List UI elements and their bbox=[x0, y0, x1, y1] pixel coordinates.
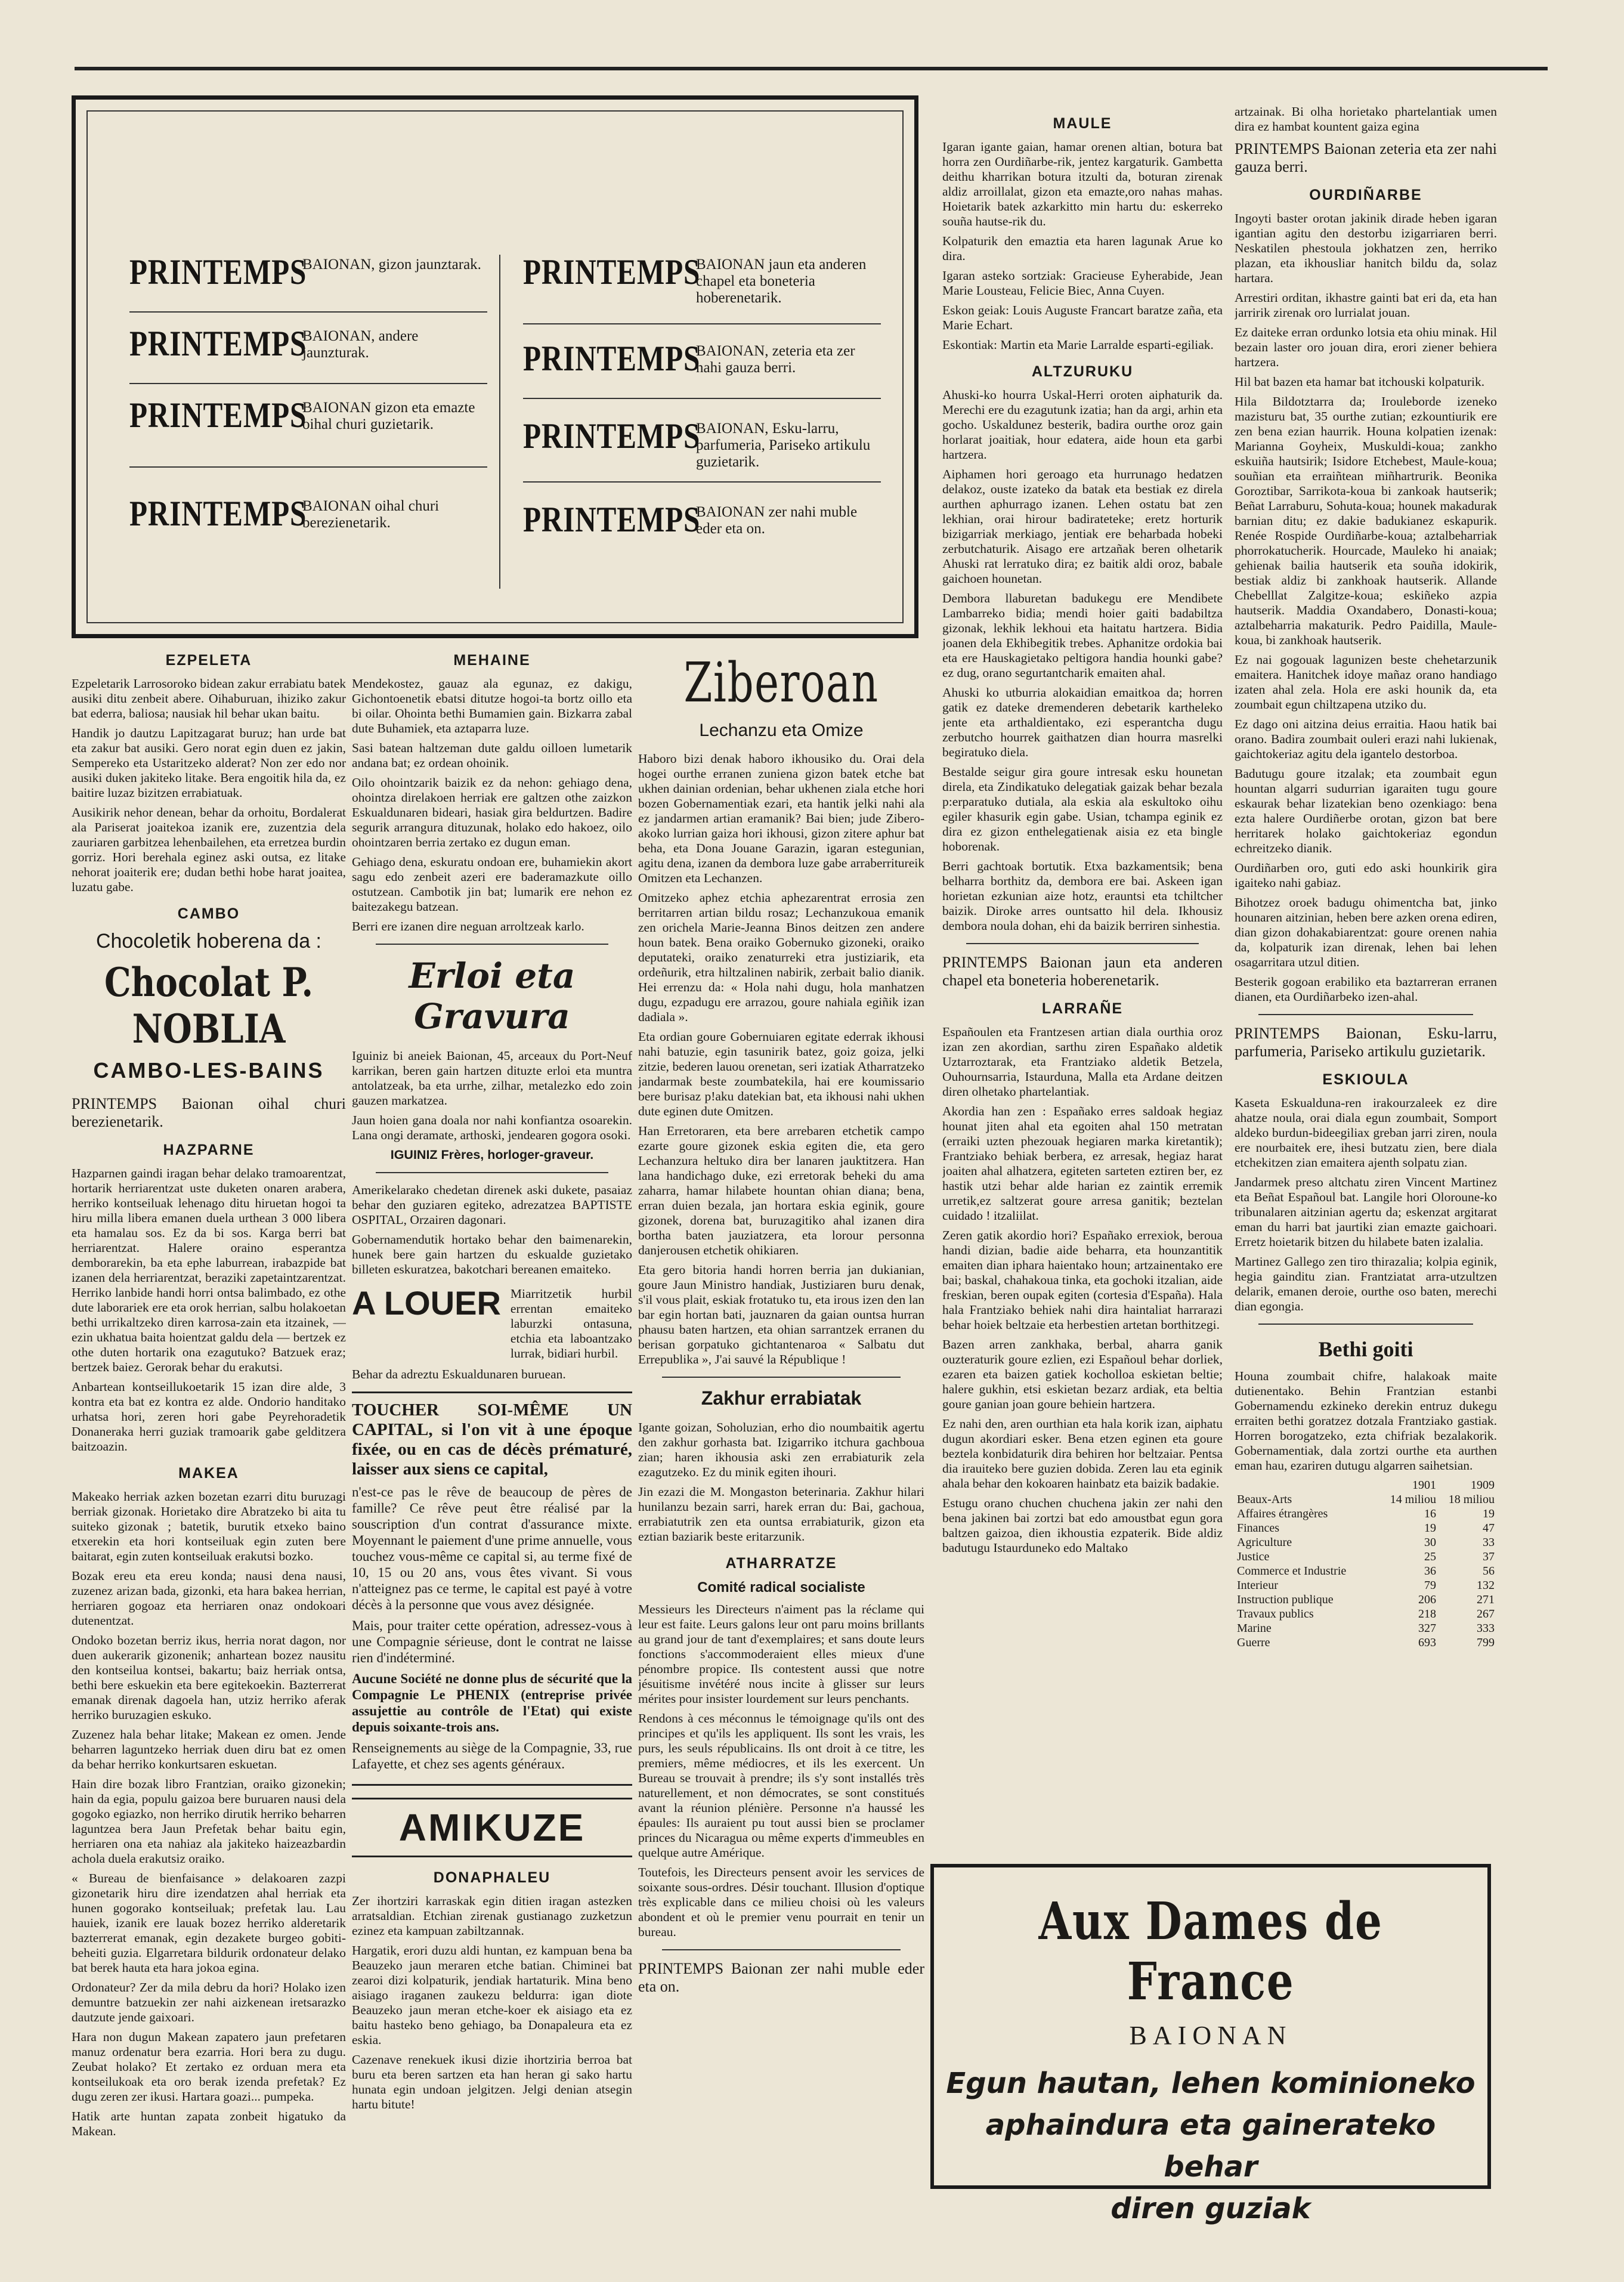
article-paragraph: Hil bat bazen eta hamar bat itchouski kolpaturik. bbox=[1235, 375, 1485, 389]
dames-line-2: aphaindura eta gainerateko behar bbox=[985, 2108, 1436, 2184]
article-paragraph: Besterik gogoan erabiliko eta baztarreran erranen dianen, eta Ourdiñarbeko izen-ahal. bbox=[1235, 975, 1497, 1004]
article-paragraph: Gehiago dena, eskuratu ondoan ere, buhamiekin akort sagu edo zenbeit azeri ere baderamazkute oillo ostutzean. Cambotik jin bat; lumarik ere nehon ez baitezakegu batzean. bbox=[352, 855, 632, 914]
phenix-lead: TOUCHER SOI-MÊME UN CAPITAL, si l'on vit à une époque fixée, ou en cas de décès prématuré, laisser aux siens ce capital, bbox=[352, 1400, 632, 1479]
article-paragraph: Ez daiteke erran ordunko lotsia eta ohiu minak. Hil bezain laster oro jouan dira, erori ziener behiera hartzera. bbox=[1235, 325, 1497, 369]
budget-value: 333 bbox=[1477, 1622, 1495, 1635]
article-paragraph: Aiphamen hori geroago eta hurrunago hedatzen delakoz, ouste izateko da batak eta bestiak ez direla aurthen aphurrago izanen. Lehen ostatu bat zen lekhian, orai hirour badirateteke; eretz horturik bizigarriak merkiago, jentiak ere beharbada hobeki zerbutchaturik. Aisago ere artzañak beren olhetarik Ahuski rat lerratuko dira; ez baitik aldi oroz, babale gaichoen hounetan. bbox=[942, 467, 1223, 586]
budget-value: 25 bbox=[1424, 1550, 1436, 1563]
article-paragraph: « Bureau de bienfaisance » delakoaren zazpi gizonetarik hiru dire izendatzen ahal herriak eta hunen gogorako kontseiluak; prefetak lau. Lau hauiek, izanik ere lauak bozez herriko alderetarik bazterrerat emanak, egin dezakete burgeo gobiti-beheiti guzia. Elgarretara bildurik ordonateur delako bat berek hauta eta hara jokoa egina. bbox=[72, 1871, 346, 1975]
budget-value: 14 miliou bbox=[1390, 1493, 1436, 1506]
printemps-brand: PRINTEMPS bbox=[129, 324, 307, 363]
maule-heading: MAULE bbox=[1053, 115, 1112, 132]
budget-row bbox=[1235, 1507, 1497, 1521]
makea-heading: MAKEA bbox=[178, 1465, 239, 1482]
printemps-desc: BAIONAN, gizon jaunztarak. bbox=[302, 256, 481, 273]
article-paragraph: Bazen arren zankhaka, berbal, aharra ganik ouzteraturik goure ezlien, ezi Españoul behar dorliek, ezaren eta baizen gatiek kocholloa eskietan beltie; halere gukhin, etsi eskietan bezarz ardiak, eta beltia goure ganian joan goure behiein hartzera. bbox=[942, 1337, 1223, 1411]
article-paragraph: Dembora llaburetan badukegu ere Mendibete Lambarreko bidia; mendi hoier gaiti badabiltza gizonak, lekhik lekhoui eta haitatu hartzera. Bidia joanen dela Ekhibegitik trebes. Aphanitze ordokia bai eta ere Hauskagietako peltigora handia hounki gabe? ez dug, orano segurtantcharik emaiten ahal. bbox=[942, 591, 1223, 680]
article-paragraph: Ondoko bozetan berriz ikus, herria norat dagon, nor duen aukerarik gizonenik; anhartean bozez nausitu den kontseilua kontsei, bakartu; baiz herriak ontsa, bethi bere eskuekin eta bere egitekoekin. Bazterrerat emanak direnak dagoela han, utziz herriko aferak herriko buruzagien eskuko. bbox=[72, 1633, 346, 1722]
article-paragraph: Mendekostez, gauaz ala egunaz, ez dakigu, Gichontoenetik ebatsi ditutze hogoi-ta bortz oillo eta bi oilar. Ohointa bethi Bumamien gain. Bizkarra zabal dute Buhamiek, eta aztaparra luze. bbox=[352, 676, 632, 735]
dames-city: BAIONAN bbox=[1129, 2021, 1292, 2050]
dames-line-1: Egun hautan, lehen kominioneko bbox=[946, 2067, 1475, 2100]
article-paragraph: Ingoyti baster orotan jakinik dirade heben igaran igantian agitu den destorbu izigarriaren berri. Neskatilen phestoula jokhatzen zen, herriko plazan, eta ikhousliar hanitch bildu da, solaz hartara. bbox=[1235, 211, 1497, 285]
printemps-ad-text: PRINTEMPS Baionan jaun eta anderen chapel eta boneteria hoberenetarik. bbox=[942, 954, 1223, 989]
year-1909: 1909 bbox=[1471, 1479, 1495, 1492]
budget-value: 693 bbox=[1418, 1636, 1436, 1649]
separator-rule bbox=[662, 1377, 901, 1378]
column-3 bbox=[638, 641, 924, 2252]
article-paragraph: Gobernamendutik hortako behar den baimenarekin, hunek bere gain hartzen du eskualde guzietako billeten eskuratzea, bakotchari bereanen emaiteko. bbox=[352, 1232, 632, 1276]
printemps-desc: BAIONAN oihal churi berezienetarik. bbox=[302, 498, 440, 531]
printemps-ad-right-1 bbox=[523, 246, 881, 324]
separator-rule bbox=[1258, 1324, 1473, 1325]
article-paragraph: Eta ordian goure Gobernuiaren egitate ederrak ikhousi nahi batuzie, egin tasunirik batez, goiz goiza, jelki zitzie, bederen lauou orenetan, seri izatiak Atharratzeko jandarmak beste zoumbatekila, hai ere koumissario bere burisaz p!aku datekian bat, eta ikhousi nahi ukhen dute eginen dute Omitzen. bbox=[638, 1029, 924, 1118]
printemps-brand: PRINTEMPS bbox=[129, 252, 307, 292]
article-paragraph: artzainak. Bi olha horietako phartelantiak umen dira ez hambat kountent gaiza egina bbox=[1235, 104, 1497, 134]
budget-label: Justice bbox=[1237, 1550, 1270, 1563]
budget-value: 19 bbox=[1424, 1522, 1436, 1535]
separator-rule bbox=[662, 1949, 901, 1950]
budget-row bbox=[1235, 1521, 1497, 1535]
printemps-ad-text: PRINTEMPS Baionan zeteria eta zer nahi gauza berri. bbox=[1235, 140, 1497, 175]
article-paragraph: Oilo ohointzarik baizik ez da nehon: gehiago dena, ohointza direlakoen herriak ere galtzen othe zaizkon Eskualdunaren bideari, hasiak gira beldurtzen. Badire segurik arrangura dituzunak, holako edo hakoez, oilo ohointzaren berria zertako ez dugun eman. bbox=[352, 775, 632, 849]
budget-value: 36 bbox=[1424, 1564, 1436, 1578]
budget-label: Finances bbox=[1237, 1522, 1280, 1535]
budget-value: 79 bbox=[1424, 1579, 1436, 1592]
phenix-paragraph: Mais, pour traiter cette opération, adressez-vous à une Compagnie sérieuse, dont le contrat ne laisse rien d'indéterminé. bbox=[352, 1618, 632, 1665]
printemps-ad-right-4 bbox=[523, 493, 881, 559]
ezpeleta-heading: EZPELETA bbox=[165, 652, 252, 669]
article-paragraph: Omitzeko aphez etchia aphezarentrat errosia zen berritarren artian bildu rosaz; Lechanzukoua emanik zen orichela Marie-Jeanna Binos deitzen zen andere houn batek. Bena oraiko Gobernuko gizoneki, oraiko deputateki, oraiko zenaturreki etra justiziarik, eta ordeñurik, etra hiltzalinen nabirik, zerbait balio dianik. Hei errenzu da: « Hola nahi dugu, hola manhatzen dugu, ezpadugu ere arrazou, goure nahiala egiñik izan dadiala ». bbox=[638, 890, 924, 1024]
article-paragraph: Cazenave renekuek ikusi dizie ihortziria berroa bat buru eta beren sartzen eta han heran gi sako hartu hunata egin undoan jelgitzen. Jelgi denian atsegin hartu bitute! bbox=[352, 2052, 632, 2111]
article-paragraph: Hila Bildotztarra da; Irouleborde izeneko mazisturu bat, 35 ourthe zutian; ezkountiurik ere zen bena ezian haurrik. Houna kolpatien izenak: Marianna Goyheix, Muskuldi-koua; zankho eskuiña hautsirik; Isidore Etchebest, Maule-koua; souñian eta erraiñtean miñhartrurik. Beonika Goroztibar, Sarrikota-koua bi zankoak hautserik; Beñat Larraburu, Sohuta-koua; hounek makadurak barnian ditu; ez dakie badukianez eskapurik. Renée Rospide Ourdiñarbe-koua; aztalbeharriak phorrokatucherik. Hourcade, Mauleko hi anaiak; gehienak bailia hautserik eta souña idokirik, bestiak aldiz bi zankhoak hautserik. Allande Chebelllat Zalgitze-koua; eskiñeko azpia hautserik. Maddia Oxandabero, Donasti-koua; aztalbeharria makaturik. Pedro Paidilla, Maule-koua, bi zankhoak hautserik. bbox=[1235, 394, 1497, 647]
budget-table-header bbox=[1235, 1478, 1497, 1492]
budget-table-body bbox=[1235, 1492, 1497, 1650]
printemps-brand: PRINTEMPS bbox=[523, 500, 701, 539]
article-paragraph: Anbartean kontseillukoetarik 15 izan dire alde, 3 kontra eta bat ez kontra ez alde. Ondorio handitako urhatsa hori, zeren hori gabe Peyrehoradetik Donaneraka herri guziak tramoarik gabe gelditzera baitzoazin. bbox=[72, 1380, 346, 1454]
article-paragraph: Handik jo dautzu Lapitzagarat buruz; han urde bat eta zakur bat ausiki. Gero norat egin duen ez jakin, Sempereko eta Ustaritzeko alderat? Non zer edo nor ausiki duken jakiteko litake. Bera engoitik hila da, ez baitire luzaz bizitzen errabiatuak. bbox=[72, 726, 346, 800]
comite-subheading: Comité radical socialiste bbox=[697, 1579, 865, 1595]
article-paragraph: Bozak ereu eta ereu konda; nausi dena nausi, zuzenez arizan bada, gizonki, eta hara bakea herrian, herriaren gogoaz eta herriaren onaz ondokoari dutenentzat. bbox=[72, 1569, 346, 1628]
article-paragraph: Martinez Gallego zen tiro thirazalia; kolpia eginik, hegia gainditu zian. Frantziatat arra-utzultzen delarik, emanen deroie, ourthe oso baten, merechi dian egongia. bbox=[1235, 1254, 1497, 1313]
printemps-ad-left-1 bbox=[129, 246, 487, 313]
budget-value: 47 bbox=[1483, 1522, 1495, 1535]
article-paragraph: Kaseta Eskualduna-ren irakourzaleek ez dire ahatze noula, orai diala egun zoumbait, Somport aldeko burdun-bideegiliax greban jarri ziren, noula ere nourbaitek ere, ihesi butzatu zien, bere diala etchekitzen zian emaitera ajenth solpatu zian. bbox=[1235, 1096, 1497, 1170]
article-paragraph: Eta gero bitoria handi horren berria jan dukianian, goure Jaun Ministro handiak, Justiziaren buru denak, s'il vous plait, eskiak frotatuko tu, eta irous izen den lan bar egin hortan bati, jauznaren da gaian ountsa hurran phausu baten hartzen, eta ohian sarrantzek erranen du berisan gorpatuko gichtantenaroa « Salbatu dut Errepublika », J'ai sauvé la République ! bbox=[638, 1263, 924, 1366]
printemps-ad-right-2 bbox=[523, 332, 881, 399]
article-paragraph: Rendons à ces méconnus le témoignage qu'ils ont des principes et qu'ils les appliquent. Ils sont les vrais, les purs, les seuls républicains. Ils ont droit à ce titre, les premiers, même médiocres, et ils les exercent. Un Bureau se trouvait à prendre; ils s'y sont installés très naturellement, et non démocrates, se sont constitués avant la réunion plénière. Personne n'a haussé les épaules: Ils auraient pu tout aussi bien se proclamer princes du Nicaragua ou même experts d'immeubles en quelque autre Amérique. bbox=[638, 1711, 924, 1860]
article-paragraph: Bestalde seigur gira goure intresak esku hounetan direla, eta Zindikatuko delegatiak gaizak behar bezala p:erparatuko dutiala, ala eskia ala eskultoko oihu egiler khasurik egin gabe. Usian, tchampa eginik ez dira ez gizon enthelegatienak aisia ez eta bingle hoborenak. bbox=[942, 765, 1223, 854]
budget-row bbox=[1235, 1621, 1497, 1635]
article-paragraph: Houna zoumbait chifre, halakoak maite dutienentako. Behin Frantzian estanbi Gobernamendu ezkineko derekin entruz dukegu erraiten bethi goratzez dotzala Frantziako gastiak. Horren borogatzeko, ezta chifriak bezalakorik. Gobernamentiak, dala zortzi ourthe eta aurthen eman hau, ezariren dutugu algarren saihetsian. bbox=[1235, 1369, 1497, 1473]
erloi-heading: Erloi eta Gravura bbox=[409, 956, 576, 1037]
article-paragraph: Arrestiri orditan, ikhastre gainti bat eri da, eta han jarririk zirenak oro lurrialat jouan. bbox=[1235, 290, 1497, 320]
louer-text: Miarritzetik hurbil errentan emaiteko laburzki ontasuna, etchia eta laboantzako lurrak, bidiari hurbil. bbox=[510, 1287, 632, 1360]
budget-label: Beaux-Arts bbox=[1237, 1493, 1292, 1506]
phenix-paragraph: Renseignements au siège de la Compagnie, 33, rue Lafayette, et chez ses agents généraux. bbox=[352, 1740, 632, 1771]
printemps-desc: BAIONAN gizon eta emazte oihal churi guzietarik. bbox=[302, 400, 475, 432]
article-paragraph: Hatik arte huntan zapata zonbeit higatuko da Makean. bbox=[72, 2109, 346, 2138]
printemps-ad-right-3 bbox=[523, 410, 881, 483]
article-paragraph: Ez dago oni aitzina deius erraitia. Haou hatik bai orano. Badira zoumbait ouleri erazi nahi lukienak, gaichtokeriaz agitu dela igantelo destorboa. bbox=[1235, 717, 1497, 761]
column-4 bbox=[942, 104, 1223, 1852]
budget-label: Instruction publique bbox=[1237, 1593, 1334, 1606]
article-paragraph: Igaran igante gaian, hamar orenen altian, botura bat horra zen Ourdiñarbe-rik, jentez kargaturik. Gambetta deithu kharrikan botura itzulti da, boturan zirenak aldiz arroillalat, gizon eta emazte,oro nahas mahas. Hoietarik batek azkarkitto min hartu du: eskerreko souña hautse-rik du. bbox=[942, 140, 1223, 228]
budget-row bbox=[1235, 1550, 1497, 1564]
louer-heading: A LOUER bbox=[352, 1284, 501, 1322]
column-1 bbox=[72, 641, 346, 2252]
budget-row bbox=[1235, 1607, 1497, 1621]
article-paragraph: Amerikelarako chedetan direnek aski dukete, pasaiaz behar den guziaren egiteko, adrezatzea BAPTISTE OSPITAL, Orzairen dagonari. bbox=[352, 1183, 632, 1227]
printemps-desc: BAIONAN, andere jaunzturak. bbox=[302, 328, 419, 361]
budget-label: Travaux publics bbox=[1237, 1607, 1314, 1621]
separator-rule bbox=[1258, 1014, 1473, 1015]
budget-label: Interieur bbox=[1237, 1579, 1278, 1592]
printemps-ad-text: PRINTEMPS Baionan, Esku-larru, parfumeria, Pariseko artikulu guzietarik. bbox=[1235, 1025, 1497, 1060]
article-paragraph: Hargatik, erori duzu aldi huntan, ez kampuan bena ba Beauzeko jaun meraren etche batian. Chiminei bat zearoi dizi kolpaturik, jendiak hartaturik. Mina beno aisiago iraganen zaukezu beldurra: igan diote Beauzeko jaun meran etche-koer ek aisiago eta ez baitu hasteko beno gehiago, ba Donapaleura eta ez eskia. bbox=[352, 1943, 632, 2047]
budget-label: Marine bbox=[1237, 1622, 1272, 1635]
hazparne-heading: HAZPARNE bbox=[163, 1142, 255, 1158]
cambo-heading: CAMBO bbox=[177, 905, 240, 922]
article-paragraph: Ourdiñarben oro, guti edo aski hounkirik gira igaiteko nahi gabiaz. bbox=[1235, 861, 1497, 890]
printemps-ad-divider bbox=[499, 255, 500, 589]
article-paragraph: Akordia han zen : Españako erres saldoak hegiaz hounat jiten ahal eta egoiten ahal 150 metratan (erraiki uzten phezouak hegiaren marka kiretantik); Frantziako behiak berbera, ez arresak, hegiaz harat joaiten ahal alhatzera, egiteten sarteten eztiren ber, ez hastik utzi behar alde harian ez zaintik erremik urretik,ez saltzerat goure arresa ganitik; beztelan cuidado ! itzaliilat. bbox=[942, 1104, 1223, 1223]
article-paragraph: Españoulen eta Frantzesen artian diala ourthia oroz izan zen akordian, sarthu ziren Españako aldetik Uztarroztarak, eta Frantziako aldetik Betzela, Ouhournsarria, Istaurduna, Malla eta Ardane deitzen diren olhetako phartelantiak. bbox=[942, 1025, 1223, 1099]
printemps-brand: PRINTEMPS bbox=[129, 395, 307, 435]
article-paragraph: Ez nahi den, aren ourthian eta hala korik izan, aiphatu dugun akordiari esker. Bena etzen eginen eta goure beztela konbidaturik dira behiren hor beltzaiar. Pentsa dia irauiteko bere guzien dobida. Zeren lau eta eginik ahala behar den kokoaren hainbatz eta baizik badakie. bbox=[942, 1417, 1223, 1491]
budget-row bbox=[1235, 1593, 1497, 1607]
budget-row bbox=[1235, 1535, 1497, 1550]
amikuze-heading: AMIKUZE bbox=[352, 1798, 632, 1857]
budget-label: Agriculture bbox=[1237, 1536, 1292, 1549]
budget-value: 327 bbox=[1418, 1622, 1436, 1635]
separator-rule bbox=[376, 944, 608, 945]
budget-label: Affaires étrangères bbox=[1237, 1507, 1328, 1520]
budget-value: 271 bbox=[1477, 1593, 1495, 1606]
budget-value: 56 bbox=[1483, 1564, 1495, 1578]
printemps-brand: PRINTEMPS bbox=[523, 416, 701, 456]
article-paragraph: Eskontiak: Martin eta Marie Larralde esparti-egiliak. bbox=[942, 338, 1214, 352]
printemps-desc: BAIONAN, zeteria eta zer nahi gauza berri. bbox=[696, 343, 855, 376]
budget-value: 799 bbox=[1477, 1636, 1495, 1649]
donaphaleu-heading: DONAPHALEU bbox=[433, 1869, 551, 1886]
budget-row bbox=[1235, 1564, 1497, 1578]
article-paragraph: Ezpeletarik Larrosoroko bidean zakur errabiatu batek ausiki ditu zenbeit abere. Oihaburuan, ihiziko zakur bat ederra, baliosa; nausiak hil behar ukan baitu. bbox=[72, 676, 346, 721]
printemps-ad-left-4 bbox=[129, 487, 487, 553]
article-paragraph: Kolpaturik den emaztia eta haren lagunak Arue ko dira. bbox=[942, 234, 1223, 263]
article-paragraph: Han Erretoraren, eta bere arrebaren etchetik campo ezarte goure gizonek eskia egiten die, eta gero Lechanzura heltuko dira ber lanaren jauktitzera. Han lana handichago duke, ezi erretorak beheki du ama zaharra, hamar hilabete hountan ohian diana; bena, erran duien bezala, jan hortara eskia eginik, goure gizonek, dorena bat, buruzagitiko ahal izanen dira bortha baten jauziatzera, eta lorour personna danjerousen etchetik ohikiaren. bbox=[638, 1124, 924, 1257]
article-paragraph: Ez nai gogouak lagunizen beste chehetarzunik emaitera. Hanitchek idoye mañaz orano handiago izaten ahal zela. Hola ere aski hounik da, eta zoumbait egun chiltzapena utziko du. bbox=[1235, 653, 1497, 712]
phenix-paragraph: Aucune Société ne donne plus de sécurité que la Compagnie Le PHENIX (entreprise privée assujettie au contrôle de l'Etat) qui existe depuis soixante-trois ans. bbox=[352, 1671, 632, 1734]
printemps-brand: PRINTEMPS bbox=[523, 339, 701, 378]
chocolate-ad-brand: Chocolat P. NOBLIA bbox=[104, 959, 313, 1052]
budget-table bbox=[1235, 1478, 1497, 1650]
article-paragraph: Hain dire bozak libro Frantzian, oraiko gizonekin; hain da egia, populu gaizoa bere buruaren nausi dela gogoko egiazko, non herriko dirutik herriko beharren laguntzea bera Jaun Prefetak behar baitu egin, herriaren ona eta nahiaz ala jakiteko haizeazbardin achola duela erakutsiz oraiko. bbox=[72, 1777, 346, 1866]
budget-value: 19 bbox=[1483, 1507, 1495, 1520]
article-paragraph: Zeren gatik akordio hori? Españako errexiok, beroua handi dizian, badie aide beharra, eta hounzantitik emaiten dian iphara haientako houn; artzainentako ere bai; baskal, chahakoua tinka, eta gochoki itzalian, aide freskian, beren oupak egiten (cortesia d'España). Hala hala Frantziako behiek nahi dira haintaliat harrarazi behar hoiek beltzaie eta herbestien artetan borthitzegi. bbox=[942, 1228, 1223, 1332]
article-paragraph: Badutugu goure itzalak; eta zoumbait egun hountan algarri sudurrian igaraiten tugu goure eskaurak behar lizatekian beno ozenkiago: bena ezta halere Ourdiñerbe orotan, gizon bat bere herritarek holako gaichtokeriaz egondun echreitzeko dianik. bbox=[1235, 766, 1497, 855]
mehaine-heading: MEHAINE bbox=[453, 652, 531, 669]
ourdiñarbe-heading: OURDIÑARBE bbox=[1309, 187, 1422, 203]
budget-label: Commerce et Industrie bbox=[1237, 1564, 1347, 1578]
article-paragraph: Igante goizan, Soholuzian, erho dio noumbaitik agertu den zakhur gorhasta bat. Izigarriko itchura gachboua zian; haren ikhousia aski zen errabiaturik zela ezagutzeko. Ez du minik egiten ihouri. bbox=[638, 1420, 924, 1479]
chocolate-ad-city: CAMBO-LES-BAINS bbox=[93, 1058, 324, 1083]
iguiniz-signature: IGUINIZ Frères, horloger-graveur. bbox=[390, 1148, 594, 1162]
article-paragraph: Ahuski ko utburria alokaidian emaitkoa da; horren gatik ez dateke dremenderen debetarik kartheleko jente eta arthaldientako, ezi esperantcha dugu zerbutcho hourrek gaithatzen dian hourra masrelki begiratuko diela. bbox=[942, 685, 1223, 759]
top-rule bbox=[75, 67, 1548, 70]
article-paragraph: Hazparnen gaindi iragan behar delako tramoarentzat, hortarik herriarentzat uste duketen onaren arabera, herriko kontseiluak lehenago ditu hiruetan hogoi ta hiru milla libera emanen duela urthean 3 000 libera eta hamalau sos. Ez da bi sos. Karga berri bat herriarentzat. Halere oraino esperantza demborarekin, ba eta ephe laburrean, irabazpide bat izanen dela herriarentzat, beraziki zapetaintzarentzat. Herriko lanbide handi horri ontsa balimbado, ez othe dute laborariek ere eta orok herrian, salbu holakoetan bethi urrikaltzeko diren karrosa-zain eta itzainek, — ezin ukhatua baita hoientzat galdu dela — bertzek ez othe duten hortarik ona ezagutuko? Batzuek eraz; bertzek baiez. Gerorak behar du erakutsi. bbox=[72, 1166, 346, 1374]
louer-ad bbox=[352, 1284, 632, 1361]
budget-value: 132 bbox=[1477, 1579, 1495, 1592]
article-paragraph: Jin ezazi die M. Mongaston beterinaria. Zakhur hilari hunilanzu bezain sarri, harek erran du: Bai, gachoua, errabiatutrik zen eta ountsa errabiaturik, gizon eta eztian baziarik beste eritarzunik. bbox=[638, 1485, 924, 1544]
printemps-brand: PRINTEMPS bbox=[523, 252, 701, 292]
column-5 bbox=[1235, 104, 1497, 1852]
article-paragraph: Jaun hoien gana doala nor nahi konfiantza osoarekin. Lana ongi deramate, arthoski, jendearen gogora osoki. bbox=[352, 1113, 632, 1142]
article-paragraph: Jandarmek preso altchatu ziren Vincent Martinez eta Beñat Españoul bat. Langile hori Oloroune-ko tribunalaren aitzinian agertu da; eskenzat argitarat eman du harri bat jaurtiki zian emazte gaichoari. Erretz hoietarik bitzen du hilabete baten izalalia. bbox=[1235, 1175, 1497, 1249]
article-paragraph: Zuzenez hala behar litake; Makean ez omen. Jende beharren laguntzeko herriak duen diru bat ez omen da behar herriko konkurtsaren eskuetan. bbox=[72, 1727, 346, 1771]
year-1901: 1901 bbox=[1412, 1479, 1436, 1492]
altzuruku-heading: ALTZURUKU bbox=[1031, 363, 1134, 380]
article-paragraph: Iguiniz bi aneiek Baionan, 45, arceaux du Port-Neuf karrikan, beren gain hartzen dituzte erloi eta muntra antolatzeak, ba eta urrhe, zilhar, metalezko edo zoin gauzen markatzea. bbox=[352, 1049, 632, 1108]
budget-value: 218 bbox=[1418, 1607, 1436, 1621]
article-paragraph: Toutefois, les Directeurs pensent avoir les services de soixante sous-ordres. Désir touchant. Illusion d'optique très explicable dans ce milieu choisi où les valeurs abondent et où le premier venu pourrait en tenir un bureau. bbox=[638, 1865, 924, 1939]
budget-value: 206 bbox=[1418, 1593, 1436, 1606]
printemps-desc: BAIONAN, Esku-larru, parfumeria, Pariseko artikulu guzietarik. bbox=[696, 420, 871, 470]
article-paragraph: Igaran asteko sortziak: Gracieuse Eyherabide, Jean Marie Lousteau, Felicie Biec, Anna Cuyen. bbox=[942, 268, 1223, 298]
article-paragraph: Eskon geiak: Louis Auguste Francart baratze zaña, eta Marie Echart. bbox=[942, 303, 1223, 332]
article-paragraph: Zer ihortziri karraskak egin ditien iragan astezken arratsaldian. Etchian zirenak gustianago zuzketzun ezinez eta kampuan zabiltzannak. bbox=[352, 1894, 632, 1938]
printemps-ad-left-2 bbox=[129, 317, 487, 384]
article-paragraph: Messieurs les Directeurs n'aiment pas la réclame qui leur est faite. Leurs galons leur ont paru moins brillants au grand jour de tant d'exemplaires; et sans doute leurs fonctions s'accommoderaient elles mieux d'une pénombre propice. Ils contestent aussi que notre jésuitisme invétéré nous incite à glisser sur leurs mérites pour insister lourdement sur leurs penchants. bbox=[638, 1602, 924, 1706]
budget-value: 18 miliou bbox=[1448, 1493, 1495, 1506]
budget-value: 267 bbox=[1477, 1607, 1495, 1621]
separator-rule bbox=[376, 1172, 608, 1173]
article-paragraph: Estugu orano chuchen chuchena jakin zer nahi den bena jakinen bai zortzi bat edo amoustbat egun gora baltzen gaizoa, dien ikhoustia ezpaterik. Bide aldiz badutugu Istaurduneko edo Maltako bbox=[942, 1496, 1223, 1555]
article-paragraph: Ahuski-ko hourra Uskal-Herri oroten aiphaturik da. Merechi ere du ezagutunk izatia; han da argi, arhin eta gocho. Uskaldunez besterik, badira ourthe oroz gain horlarat joaitiak, hour edatera, aide houn eta garbi hartzera. bbox=[942, 388, 1223, 462]
printemps-brand: PRINTEMPS bbox=[129, 494, 307, 533]
budget-value: 16 bbox=[1424, 1507, 1436, 1520]
article-paragraph: Ordonateur? Zer da mila debru da hori? Holako izen demuntre batzuekin zer nahi aizkenean iretsarazko dautzute jende gaixoari. bbox=[72, 1980, 346, 2024]
printemps-ad-box bbox=[72, 95, 918, 638]
article-paragraph: Makeako herriak azken bozetan ezarri ditu buruzagi berriak gizonak. Horietako dire Abratzeko bi aita tu suiteko gizonak ; batetik, burutik etxeko baino etxerekin eta hori kontseiluak egin zuten bere baitarat, egin zuten kontseiluak erakutsi bozko. bbox=[72, 1489, 346, 1563]
printemps-desc: BAIONAN zer nahi muble eder eta on. bbox=[696, 504, 858, 537]
eskioula-heading: ESKIOULA bbox=[1322, 1071, 1409, 1088]
budget-row bbox=[1235, 1635, 1497, 1650]
atharratze-heading: ATHARRATZE bbox=[725, 1555, 837, 1572]
article-paragraph: Berri gachtoak bortutik. Etxa bazkamentsik; bena belharra borthitz da, dembora ere bai. Askeen igan horietan ezkunian aize hotz, erauntsi eta tchiltcher baizik. Diroke arres ountsatto hil dela. Ikhousiz dembora noula dohan, ehi da baizik berriren sinhestia. bbox=[942, 859, 1223, 933]
article-paragraph: Hara non dugun Makean zapatero jaun prefetaren manuz ordenatur bera ezarria. Hori bera zu dugu. Zeubat holako? Et zertako ez orduan mera eta kontseilukoak eta oro berak izenda prefetak? Ez dugu zeren zer ikusi. Hartara goazi... pumpeka. bbox=[72, 2030, 346, 2104]
dames-de-france-ad bbox=[930, 1864, 1491, 2225]
budget-value: 37 bbox=[1483, 1550, 1495, 1563]
printemps-ad-text: PRINTEMPS Baionan zer nahi muble eder eta on. bbox=[638, 1960, 924, 1995]
dames-title: Aux Dames de France bbox=[1038, 1891, 1383, 2012]
phenix-paragraph: n'est-ce pas le rêve de beaucoup de pères de famille? Ce rêve peut être réalisé par la souscription d'un contrat d'assurance mixte. Moyennant le paiement d'une prime annuelle, vous touchez vous-même ce capital si, au terme fixé de 10, 15 ou 20 ans, vous êtes vivant. Si vous n'atteignez pas ce terme, le capital est payé à votre décès à la personne que vous avez désignée. bbox=[352, 1485, 632, 1612]
bethi-goiti-heading: Bethi goiti bbox=[1318, 1337, 1413, 1361]
larrañe-heading: LARRAÑE bbox=[1041, 1000, 1124, 1017]
ziberoan-heading: Ziberoan bbox=[683, 651, 879, 715]
printemps-ad-text: PRINTEMPS Baionan oihal churi berezienetarik. bbox=[72, 1095, 346, 1130]
zakhur-heading: Zakhur errabiatak bbox=[701, 1387, 862, 1409]
dames-line-3: diren guziak bbox=[1110, 2192, 1311, 2225]
article-paragraph: Bihotzez oroek badugu ohimentcha bat, jinko hounaren aitzinian, heben bere azken orena ediren, dian gizon dohakabiarentzat: goure orenen nahia da, kolpaturik izan direnak, lehen bai lehen osagarritara utzul ditien. bbox=[1235, 895, 1497, 969]
phenix-insurance-ad bbox=[352, 1392, 632, 1786]
budget-value: 33 bbox=[1483, 1536, 1495, 1549]
column-2 bbox=[352, 641, 632, 2252]
article-paragraph: Sasi batean haltzeman dute galdu oilloen lumetarik andana bat; ez ordean ohoinik. bbox=[352, 741, 632, 770]
article-paragraph: Berri ere izanen dire neguan arroltzeak karlo. bbox=[352, 919, 584, 933]
printemps-ad-left-3 bbox=[129, 389, 487, 468]
budget-row bbox=[1235, 1492, 1497, 1507]
article-paragraph: Behar da adreztu Eskualdunaren buruean. bbox=[352, 1367, 566, 1381]
ziberoan-subheading: Lechanzu eta Omize bbox=[699, 721, 864, 740]
article-paragraph: Ausikirik nehor denean, behar da orhoitu, Bordalerat ala Pariserat joaitekoa izanik ere, zuzentzia dela zauriaren garbitzea lehenbailehen, eta erretzea burdin gorriz. Hori berehala eginez aski outsa, ez litake nehorat joaiterik ere; dudan bethi hobe harat joaitea, luzatu gabe. bbox=[72, 805, 346, 894]
budget-row bbox=[1235, 1578, 1497, 1593]
printemps-desc: BAIONAN jaun eta anderen chapel eta boneteria hoberenetarik. bbox=[696, 256, 867, 306]
article-paragraph: Haboro bizi denak haboro ikhousiko du. Orai dela hogei ourthe erranen zunienа gizon batek etche bat ukhen dainian ordenian, behar ukhenen ziala etche hori bozen Gobernamentiak ezari, eta hantik jelki nahi ala ez jandarmen artian eramanik? Bai bien; jude Zibero-akoko lurrian gaiza hori ikhousi, gizon zitere aphur bat beha, eta Dona Jouane Garazin, igaran estegunian, agitu dena, izanen da dembora luze gabe arraberritureik Omitzen eta Lechanzen. bbox=[638, 752, 924, 885]
chocolate-ad-line-1: Chocoletik hoberena da : bbox=[95, 930, 322, 953]
budget-label: Guerre bbox=[1237, 1636, 1270, 1649]
separator-rule bbox=[966, 943, 1199, 944]
budget-value: 30 bbox=[1424, 1536, 1436, 1549]
